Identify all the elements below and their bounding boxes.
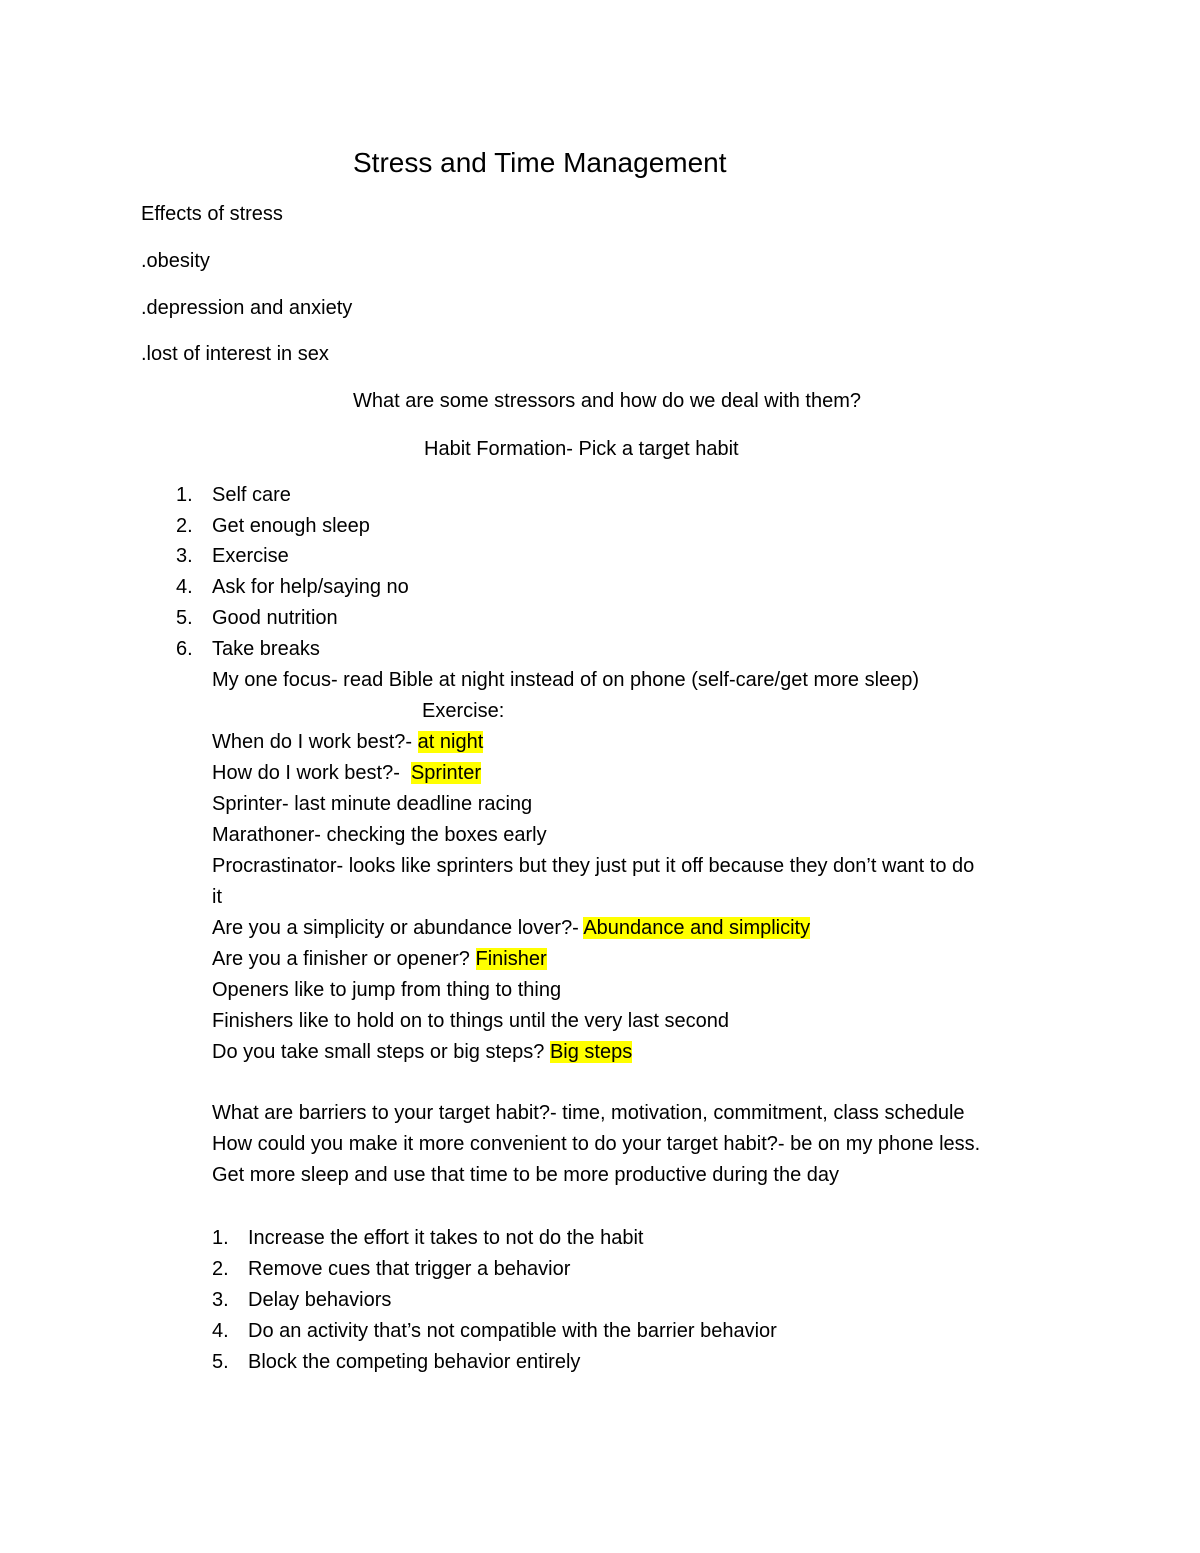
list-number: 5. <box>212 1351 229 1373</box>
habit-list-item <box>176 513 370 539</box>
exercise-label: Exercise: <box>422 700 505 722</box>
habit-list-item <box>176 482 291 508</box>
finishers-definition: Finishers like to hold on to things until the very last second <box>212 1010 729 1032</box>
highlighted-answer: at night <box>417 731 484 753</box>
habit-list-item <box>176 543 289 569</box>
list-text: Block the competing behavior entirely <box>248 1351 581 1373</box>
question-text: How do I work best?- <box>212 762 411 784</box>
list-number: 6. <box>176 638 193 660</box>
habit-list-item <box>176 605 338 631</box>
focus-line: My one focus- read Bible at night instead of on phone (self-care/get more sleep) <box>212 669 920 691</box>
list-number: 1. <box>212 1227 229 1249</box>
habit-heading: Habit Formation- Pick a target habit <box>424 438 739 460</box>
finisher-line <box>212 946 547 972</box>
simplicity-line <box>212 915 810 941</box>
procrastinator-definition-continued: it <box>212 886 222 908</box>
list-text: Get enough sleep <box>212 515 370 537</box>
list-text: Increase the effort it takes to not do the habit <box>248 1227 644 1249</box>
list-number: 4. <box>176 576 193 598</box>
highlighted-answer: Abundance and simplicity <box>583 917 811 939</box>
work-when-line <box>212 729 483 755</box>
list-number: 3. <box>212 1289 229 1311</box>
list-text: Ask for help/saying no <box>212 576 409 598</box>
habit-list-item <box>176 636 320 662</box>
list-text: Take breaks <box>212 638 320 660</box>
convenience-line: How could you make it more convenient to do your target habit?- be on my phone less. <box>212 1133 981 1155</box>
marathoner-definition: Marathoner- checking the boxes early <box>212 824 547 846</box>
list-number: 2. <box>176 515 193 537</box>
effect-item: .depression and anxiety <box>141 297 353 319</box>
strategy-list-item <box>212 1287 391 1313</box>
strategy-list-item <box>212 1256 570 1282</box>
list-text: Exercise <box>212 545 289 567</box>
strategy-list-item <box>212 1349 580 1375</box>
effect-item: .obesity <box>141 250 210 272</box>
convenience-line-continued: Get more sleep and use that time to be more productive during the day <box>212 1164 840 1186</box>
list-number: 3. <box>176 545 193 567</box>
openers-definition: Openers like to jump from thing to thing <box>212 979 562 1001</box>
list-number: 5. <box>176 607 193 629</box>
list-number: 2. <box>212 1258 229 1280</box>
highlighted-answer: Sprinter <box>410 762 481 784</box>
list-number: 4. <box>212 1320 229 1342</box>
list-text: Delay behaviors <box>248 1289 392 1311</box>
question-text: Are you a finisher or opener? <box>212 948 476 970</box>
question-text: Are you a simplicity or abundance lover?- <box>212 917 584 939</box>
list-number: 1. <box>176 484 193 506</box>
procrastinator-definition: Procrastinator- looks like sprinters but they just put it off because they don’t want to do <box>212 855 975 877</box>
list-text: Do an activity that’s not compatible with the barrier behavior <box>248 1320 777 1342</box>
question-text: When do I work best?- <box>212 731 418 753</box>
highlighted-answer: Big steps <box>549 1041 633 1063</box>
barriers-line: What are barriers to your target habit?- time, motivation, commitment, class schedule <box>212 1102 965 1124</box>
strategy-list-item <box>212 1225 643 1251</box>
list-text: Good nutrition <box>212 607 338 629</box>
question-text: Do you take small steps or big steps? <box>212 1041 550 1063</box>
sprinter-definition: Sprinter- last minute deadline racing <box>212 793 533 815</box>
page-title: Stress and Time Management <box>353 147 727 178</box>
highlighted-answer: Finisher <box>475 948 547 970</box>
stressors-question: What are some stressors and how do we deal with them? <box>353 390 862 412</box>
habit-list-item <box>176 574 409 600</box>
list-text: Self care <box>212 484 291 506</box>
list-text: Remove cues that trigger a behavior <box>248 1258 571 1280</box>
work-how-line <box>212 760 481 786</box>
effect-item: .lost of interest in sex <box>141 343 329 365</box>
effects-heading: Effects of stress <box>141 203 283 225</box>
steps-line <box>212 1039 632 1065</box>
strategy-list-item <box>212 1318 777 1344</box>
